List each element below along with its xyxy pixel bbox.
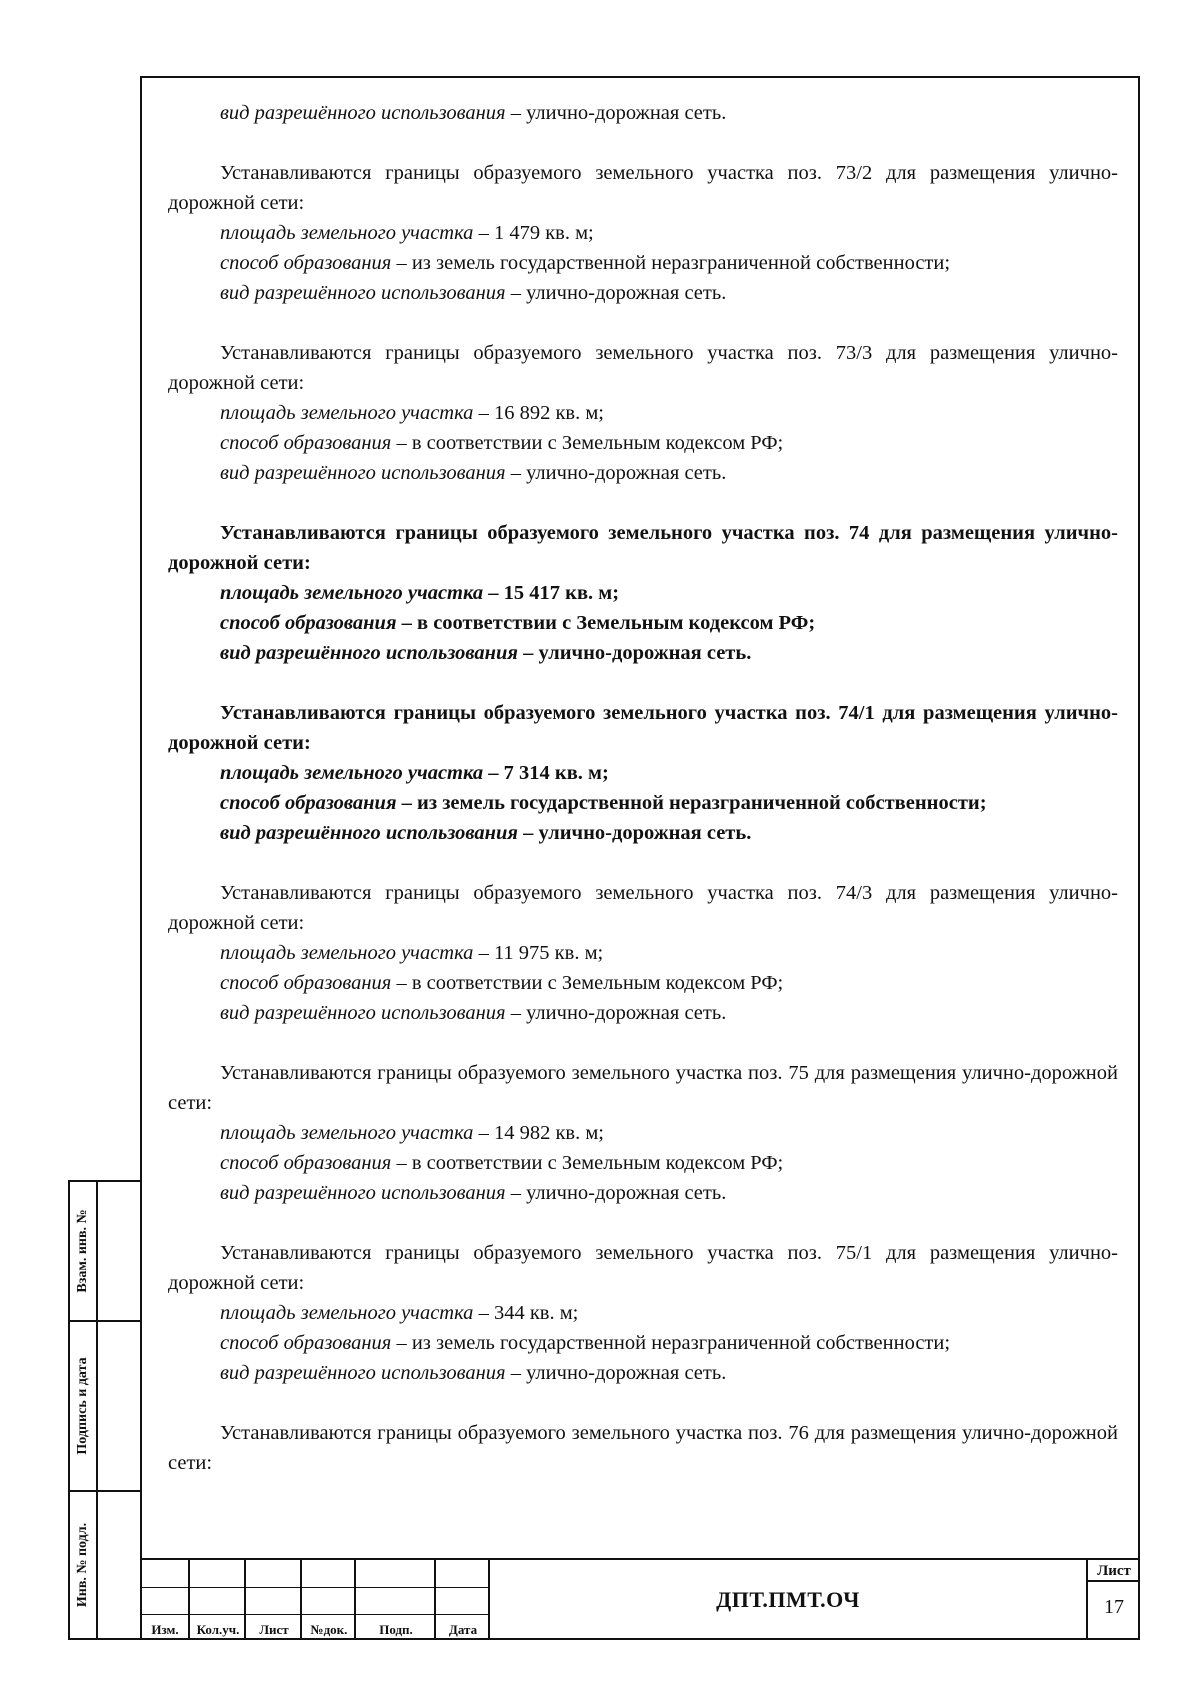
plot-method — [168, 788, 1118, 818]
method-label: способ образования — [220, 792, 397, 814]
use-value: – улично-дорожная сеть. — [517, 822, 752, 844]
use-value: – улично-дорожная сеть. — [505, 282, 727, 304]
first-line — [168, 98, 1118, 128]
plot-heading: Устанавливаются границы образуемого земельного участка поз. 73/3 для размещения улично-дорожной сети: — [168, 342, 1118, 394]
method-value: – в соответствии с Земельным кодексом РФ; — [391, 432, 784, 454]
area-value: – 344 кв. м; — [473, 1302, 579, 1324]
tb-col-data: Дата — [448, 1622, 478, 1637]
plot-method — [168, 1328, 1118, 1358]
plot-method — [168, 1148, 1118, 1178]
plot-block-3 — [168, 698, 1118, 848]
tb-col-list: Лист — [259, 1622, 289, 1637]
area-value: – 7 314 кв. м; — [483, 762, 609, 784]
plot-method — [168, 608, 1118, 638]
strip-inv — [70, 1492, 140, 1638]
plot-method — [168, 968, 1118, 998]
area-label: площадь земельного участка — [220, 762, 484, 784]
method-label: способ образования — [220, 432, 392, 454]
plot-heading: Устанавливаются границы образуемого земельного участка поз. 75 для размещения улично-дорожной сети: — [168, 1062, 1118, 1114]
use-value: – улично-дорожная сеть. — [505, 1002, 727, 1024]
use-value: – улично-дорожная сеть. — [505, 1182, 727, 1204]
area-label: площадь земельного участка — [220, 1122, 474, 1144]
title-block-grid — [140, 1558, 490, 1640]
use-value: – улично-дорожная сеть. — [505, 1362, 727, 1384]
use-value: – улично-дорожная сеть. — [505, 102, 727, 124]
method-label: способ образования — [220, 972, 392, 994]
plot-block-0 — [168, 158, 1118, 308]
method-value: – в соответствии с Земельным кодексом РФ; — [391, 1152, 784, 1174]
document-body — [168, 98, 1118, 1478]
use-value: – улично-дорожная сеть. — [517, 642, 752, 664]
plot-area — [168, 938, 1118, 968]
plot-use — [168, 638, 1118, 668]
method-value: – в соответствии с Земельным кодексом РФ; — [391, 972, 784, 994]
area-value: – 1 479 кв. м; — [473, 222, 594, 244]
plot-heading: Устанавливаются границы образуемого земельного участка поз. 73/2 для размещения улично-дорожной сети: — [168, 162, 1118, 214]
plot-use — [168, 1358, 1118, 1388]
method-value: – из земель государственной неразграниченной собственности; — [391, 252, 951, 274]
use-value: – улично-дорожная сеть. — [505, 462, 727, 484]
plot-use — [168, 818, 1118, 848]
plot-block-6 — [168, 1238, 1118, 1388]
plot-heading: Устанавливаются границы образуемого земельного участка поз. 75/1 для размещения улично-дорожной сети: — [168, 1242, 1118, 1294]
method-value: – из земель государственной неразграниченной собственности; — [396, 792, 987, 814]
strip-vzam — [70, 1182, 140, 1322]
plot-use — [168, 278, 1118, 308]
strip-podpis-label: Подпись и дата — [75, 1357, 90, 1455]
strip-inv-label: Инв. № подл. — [75, 1522, 90, 1608]
area-label: площадь земельного участка — [220, 582, 484, 604]
plot-area — [168, 218, 1118, 248]
plot-method — [168, 248, 1118, 278]
document-code: ДПТ.ПМТ.ОЧ — [490, 1558, 1088, 1640]
area-label: площадь земельного участка — [220, 222, 474, 244]
plot-heading: Устанавливаются границы образуемого земельного участка поз. 74/1 для размещения улично-дорожной сети: — [168, 702, 1118, 754]
tb-col-koluch: Кол.уч. — [196, 1622, 240, 1637]
area-label: площадь земельного участка — [220, 942, 474, 964]
plot-use — [168, 458, 1118, 488]
binding-strip — [68, 1180, 140, 1640]
plot-heading: Устанавливаются границы образуемого земельного участка поз. 74/3 для размещения улично-дорожной сети: — [168, 882, 1118, 934]
method-label: способ образования — [220, 252, 392, 274]
plot-block-7 — [168, 1418, 1118, 1478]
sheet-number: 17 — [1104, 1596, 1124, 1618]
area-label: площадь земельного участка — [220, 1302, 474, 1324]
plot-use — [168, 1178, 1118, 1208]
use-label: вид разрешённого использования — [220, 822, 518, 844]
use-label: вид разрешённого использования — [220, 1182, 506, 1204]
area-label: площадь земельного участка — [220, 402, 474, 424]
use-label: вид разрешённого использования — [220, 642, 518, 664]
area-value: – 16 892 кв. м; — [473, 402, 604, 424]
tb-col-ndok: №док. — [310, 1622, 348, 1637]
method-value: – в соответствии с Земельным кодексом РФ; — [396, 612, 816, 634]
use-label: вид разрешённого использования — [220, 1002, 506, 1024]
plot-area — [168, 1118, 1118, 1148]
method-value: – из земель государственной неразграниченной собственности; — [391, 1332, 951, 1354]
plot-block-5 — [168, 1058, 1118, 1208]
plot-heading: Устанавливаются границы образуемого земельного участка поз. 74 для размещения улично-дорожной сети: — [168, 522, 1118, 574]
plot-area — [168, 1298, 1118, 1328]
use-label: вид разрешённого использования — [220, 102, 506, 124]
plot-use — [168, 998, 1118, 1028]
area-value: – 14 982 кв. м; — [473, 1122, 604, 1144]
plot-area — [168, 758, 1118, 788]
area-value: – 11 975 кв. м; — [473, 942, 604, 964]
method-label: способ образования — [220, 1332, 392, 1354]
method-label: способ образования — [220, 1152, 392, 1174]
plot-block-4 — [168, 878, 1118, 1028]
tb-col-podp: Подп. — [379, 1622, 413, 1637]
area-value: – 15 417 кв. м; — [483, 582, 620, 604]
plot-area — [168, 578, 1118, 608]
plot-block-1 — [168, 338, 1118, 488]
use-label: вид разрешённого использования — [220, 462, 506, 484]
plot-method — [168, 428, 1118, 458]
sheet-label: Лист — [1088, 1558, 1140, 1582]
plot-block-2 — [168, 518, 1118, 668]
plot-area — [168, 398, 1118, 428]
plot-heading: Устанавливаются границы образуемого земельного участка поз. 76 для размещения улично-дорожной сети: — [168, 1422, 1118, 1474]
use-label: вид разрешённого использования — [220, 282, 506, 304]
method-label: способ образования — [220, 612, 397, 634]
use-label: вид разрешённого использования — [220, 1362, 506, 1384]
strip-vzam-label: Взам. инв. № — [75, 1209, 90, 1293]
strip-podpis — [70, 1322, 140, 1492]
tb-col-izm: Изм. — [151, 1622, 179, 1637]
